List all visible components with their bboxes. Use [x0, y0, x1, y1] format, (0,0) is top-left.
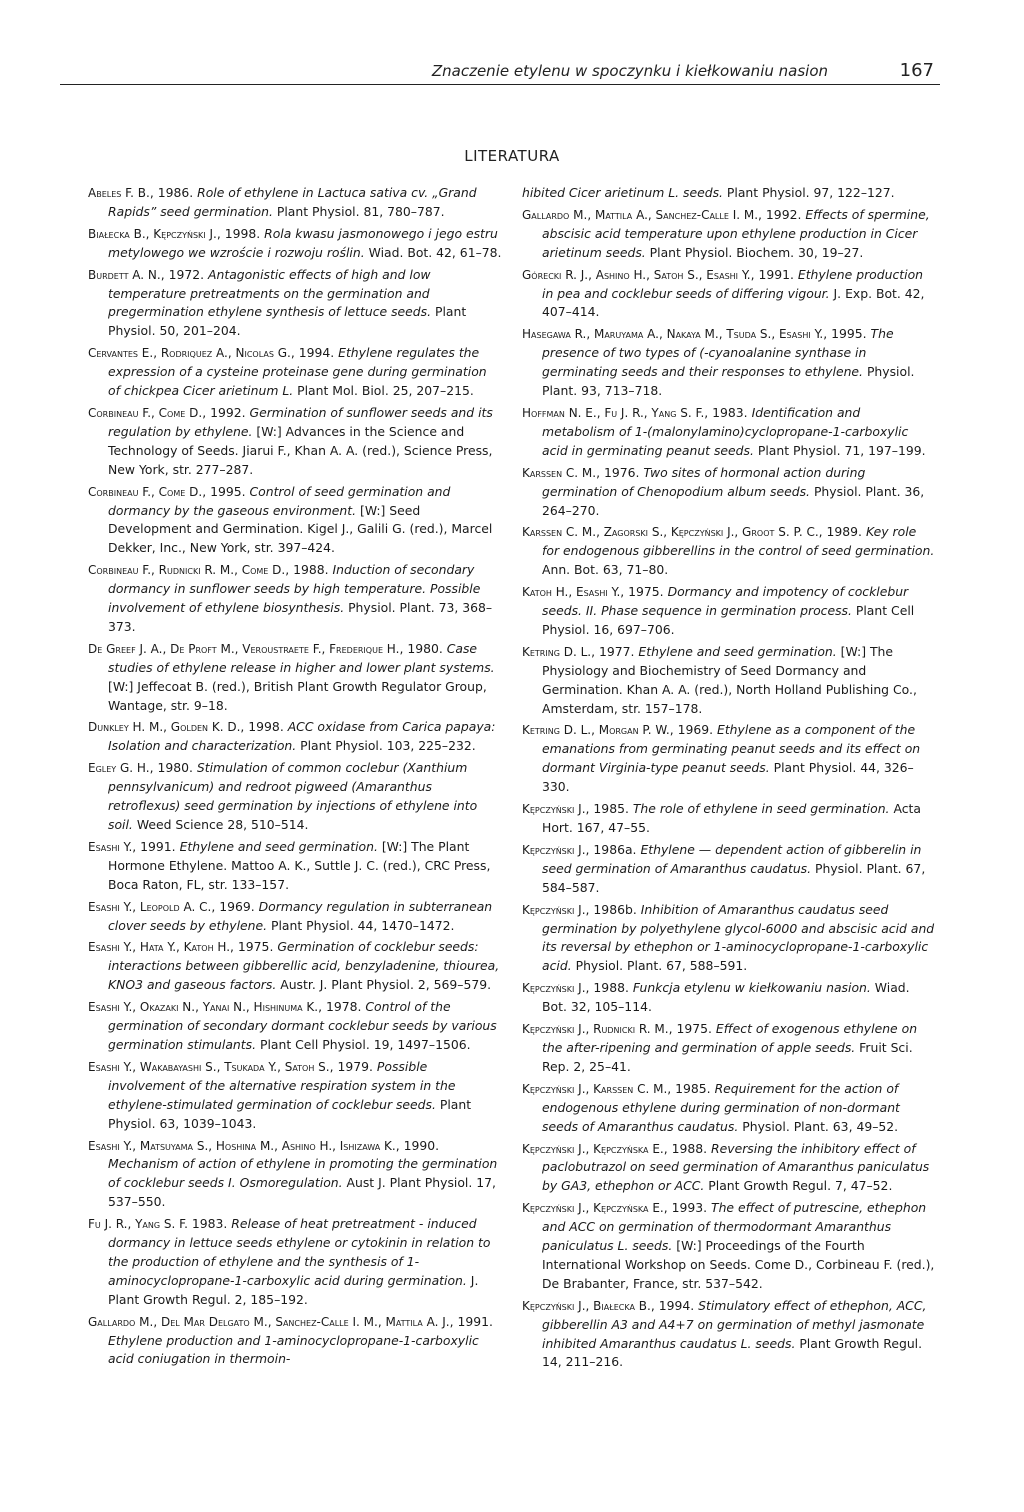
reference-entry: [88, 404, 502, 480]
reference-authors: Hasegawa R., Maruyama A., Nakaya M., Tsuda S., Esashi Y.: [522, 327, 824, 342]
reference-entry: [522, 184, 936, 203]
reference-entry: [88, 838, 502, 895]
reference-entry: [522, 841, 936, 898]
reference-source: Plant Mol. Biol. 25, 207–215.: [293, 383, 474, 399]
reference-authors: Ketring D. L.: [522, 644, 592, 659]
reference-source: Plant Cell Physiol. 16, 697–706.: [542, 603, 915, 637]
reference-entry: [522, 643, 936, 719]
reference-title: The effect of putrescine, ethephon and ACC on germination of thermodormant Amaranthus paniculatus L. seeds.: [542, 1200, 927, 1254]
page-number: 167: [899, 60, 934, 81]
reference-title: Ethylene as a component of the emanations from germinating peanut seeds and its effect on dormant Virginia-type peanut seeds.: [542, 722, 921, 776]
reference-title: Ethylene and seed germination.: [179, 838, 378, 854]
reference-authors: Kępczyński J.: [522, 842, 586, 857]
reference-year: , 1986.: [149, 185, 198, 200]
reference-authors: Esashi Y., Matsuyama S., Hoshina M., Ashino H., Ishizawa K.: [88, 1138, 396, 1153]
reference-entry: [88, 184, 502, 222]
reference-year: , 1991.: [750, 266, 798, 282]
reference-year: , 1972.: [160, 266, 209, 282]
reference-authors: Abeles F. B.: [88, 186, 150, 200]
reference-source: J. Exp. Bot. 42, 407–414.: [542, 285, 925, 320]
reference-source: [W:] The Physiology and Biochemistry of Seed Dormancy and Germination. Khan A. A. (red.), North Holland Publishing Co., Amsterdam, str. 157–178.: [542, 643, 917, 716]
reference-source: Weed Science 28, 510–514.: [132, 817, 309, 832]
reference-title: Effects of spermine, abscisic acid temperature upon ethylene production in Cicer arietinum seeds.: [542, 206, 930, 260]
reference-title: Ethylene production in pea and cocklebur seeds of differing vigour.: [542, 266, 924, 301]
reference-entry: [522, 404, 936, 461]
reference-title: ACC oxidase from Carica papaya: Isolation and characterization.: [108, 719, 496, 754]
reference-year: , 1995.: [202, 483, 250, 499]
reference-entry: [88, 225, 502, 263]
reference-entry: [522, 1199, 936, 1294]
reference-authors: Corbineau F., Rudnicki R. M., Come D.: [88, 563, 286, 578]
reference-title: Ethylene production and 1-aminocyclopropane-1-carboxylic acid coniugation in thermoin-: [108, 1332, 479, 1367]
reference-entry: [88, 266, 502, 342]
reference-year: , 1977.: [591, 643, 639, 659]
reference-title: Induction of secondary dormancy in sunflower seeds by high temperature. Possible involvement of ethylene biosynthesis.: [108, 562, 481, 616]
reference-entry: [88, 1137, 502, 1213]
reference-title: Control of the germination of secondary dormant cocklebur seeds by various germination stimulants.: [108, 999, 497, 1052]
reference-authors: Corbineau F., Come D.: [88, 405, 203, 420]
reference-source: Ann. Bot. 63, 71–80.: [542, 562, 669, 578]
reference-title: Rola kwasu jasmonowego i jego estru metylowego we wzroście i rozwoju roślin.: [108, 225, 498, 260]
reference-title: Germination of cocklebur seeds: interactions between gibberellic acid, benzyladenine, thiourea, KNO3 and gaseous factors.: [108, 939, 500, 993]
reference-year: 1983.: [187, 1216, 232, 1232]
reference-source: Plant Physiol. 63, 1039–1043.: [108, 1096, 472, 1131]
right-column: [522, 184, 936, 1375]
reference-entry: [522, 523, 936, 580]
reference-title: Stimulatory effect of ethephon, ACC, gibberellin A3 and A4+7 on germination of methyl jasmonate inhibited Amaranthus caudatus L. seeds.: [542, 1297, 927, 1351]
reference-authors: Esashi Y., Hata Y., Katoh H.: [88, 940, 231, 955]
reference-title: Mechanism of action of ethylene in promoting the germination of cocklebur seeds I. Osmoregulation.: [108, 1156, 498, 1191]
reference-year: , 1988.: [585, 980, 633, 996]
reference-authors: Katoh H., Esashi Y.: [522, 585, 621, 600]
reference-authors: Ketring D. L., Morgan P. W.: [522, 723, 670, 738]
reference-year: , 1988.: [285, 562, 333, 578]
reference-authors: Dunkley H. M., Golden K. D.: [88, 720, 241, 735]
reference-entry: [88, 483, 502, 559]
reference-source: Fruit Sci. Rep. 2, 25–41.: [542, 1039, 913, 1074]
reference-title: Effect of exogenous ethylene on the after-ripening and germination of apple seeds.: [542, 1021, 918, 1055]
reference-entry: [522, 979, 936, 1017]
reference-year: , 1969.: [211, 898, 259, 914]
reference-source: Physiol. Plant. 73, 368–373.: [108, 600, 493, 634]
reference-entry: [88, 561, 502, 637]
reference-year: , 1985.: [667, 1080, 715, 1096]
section-title: LITERATURA: [464, 147, 560, 165]
reference-source: [W:] The Plant Hormone Ethylene. Mattoo A. K., Suttle J. C. (red.), CRC Press, Boca Raton, FL, str. 133–157.: [108, 838, 491, 892]
reference-authors: Kępczyński J.: [522, 981, 586, 996]
reference-title: Control of seed germination and dormancy by the gaseous environment.: [108, 483, 451, 518]
reference-title: Inhibition of Amaranthus caudatus seed germination by polyethylene glycol-6000 and abscisic acid and its reversal by ethephon or 1-aminocyclopropane-1-carboxylic acid.: [542, 901, 935, 974]
reference-source: Plant Physiol. 44, 1470–1472.: [267, 917, 455, 933]
reference-entry: [522, 266, 936, 323]
reference-source: Wiad. Bot. 42, 61–78.: [364, 244, 502, 260]
reference-year: , 1989.: [818, 524, 866, 540]
reference-year: , 1978.: [318, 999, 366, 1015]
reference-authors: Karssen C. M., Zagorski S., Kępczyński J., Groot S. P. C.: [522, 525, 819, 540]
reference-authors: Esashi Y., Wakabayashi S., Tsukada Y., Satoh S.: [88, 1059, 330, 1074]
reference-entry: [88, 998, 502, 1055]
reference-authors: Burdett A. N.: [88, 267, 161, 282]
reference-entry: [522, 583, 936, 640]
reference-year: , 1986b.: [585, 901, 641, 917]
reference-source: J. Plant Growth Regul. 2, 185–192.: [108, 1272, 479, 1307]
reference-source: Plant Growth Regul. 14, 211–216.: [542, 1335, 923, 1370]
reference-title: Antagonistic effects of high and low temperature pretreatments on the germination and pregermination ethylene synthesis of lettuce seeds.: [108, 266, 432, 320]
reference-year: , 1975.: [620, 584, 668, 600]
reference-entry: [88, 938, 502, 995]
reference-entry: [522, 1140, 936, 1197]
reference-entry: [88, 1313, 502, 1370]
reference-title: Dormancy and impotency of cocklebur seeds. II. Phase sequence in germination process.: [542, 584, 909, 619]
reference-title: Ethylene — dependent action of gibberelin in seed germination of Amaranthus caudatus.: [542, 841, 922, 876]
reference-year: , 1975.: [668, 1021, 716, 1037]
reference-entry: [522, 901, 936, 977]
reference-source: Austr. J. Plant Physiol. 2, 569–579.: [276, 977, 492, 993]
reference-title: Two sites of hormonal action during germination of Chenopodium album seeds.: [542, 464, 866, 499]
left-column: [88, 184, 502, 1372]
reference-entry: [88, 759, 502, 835]
reference-year: , 1979.: [329, 1058, 377, 1074]
reference-source: Plant Physiol. 44, 326–330.: [542, 760, 914, 795]
reference-title: Case studies of ethylene release in higher and lower plant systems.: [108, 640, 495, 675]
reference-source: Physiol. Plant. 36, 264–270.: [542, 483, 925, 518]
reference-source: Plant Physiol. 97, 122–127.: [722, 185, 895, 200]
reference-authors: Corbineau F., Come D.: [88, 484, 203, 499]
reference-authors: Kępczyński J., Kępczyńska E.: [522, 1201, 664, 1216]
reference-source: Plant Physiol. 50, 201–204.: [108, 304, 467, 339]
reference-source: Physiol. Plant. 67, 588–591.: [571, 958, 748, 974]
reference-entry: [522, 325, 936, 401]
reference-source: Plant Growth Regul. 7, 47–52.: [704, 1178, 893, 1194]
reference-entry: [522, 206, 936, 263]
reference-authors: Gallardo M., Mattila A., Sanchez-Calle I. M.: [522, 207, 759, 222]
reference-year: , 1991.: [132, 838, 180, 854]
reference-year: , 1985.: [585, 801, 633, 817]
reference-entry: [522, 721, 936, 797]
reference-source: Plant Physiol. 71, 197–199.: [753, 442, 926, 458]
reference-entry: [88, 1058, 502, 1134]
reference-title: Germination of sunflower seeds and its regulation by ethylene.: [108, 404, 493, 439]
reference-entry: [88, 898, 502, 936]
reference-year: , 1993.: [663, 1200, 712, 1216]
reference-entry: [522, 464, 936, 521]
reference-year: , 1991.: [449, 1313, 493, 1329]
reference-entry: [522, 1297, 936, 1373]
reference-source: Aust J. Plant Physiol. 17, 537–550.: [108, 1175, 496, 1210]
reference-authors: Kępczyński J., Rudnicki R. M.: [522, 1022, 669, 1037]
reference-year: , 1986a.: [585, 841, 641, 857]
reference-source: Physiol. Plant. 63, 49–52.: [738, 1118, 899, 1134]
reference-title: Possible involvement of the alternative respiration system in the ethylene-stimulated germination of cocklebur seeds.: [108, 1058, 456, 1112]
reference-year: , 1994.: [290, 345, 339, 361]
reference-authors: Egley G. H.: [88, 761, 150, 776]
reference-source: [W:] Advances in the Science and Technology of Seeds. Jiarui F., Khan A. A. (red.), Science Press, New York, str. 277–287.: [108, 423, 493, 477]
reference-year: , 1992.: [202, 404, 250, 420]
reference-entry: [522, 1080, 936, 1137]
reference-year: , 1980.: [149, 760, 197, 776]
reference-title: Ethylene regulates the expression of a cysteine proteinase gene during germination of chickpea Cicer arietinum L.: [108, 345, 487, 399]
reference-title: Identification and metabolism of 1-(malonylamino)cyclopropane-1-carboxylic acid in germinating peanut seeds.: [542, 404, 909, 458]
running-title: Znaczenie etylenu w spoczynku i kiełkowaniu nasion: [431, 62, 828, 80]
reference-source: Physiol. Plant. 93, 713–718.: [542, 364, 915, 399]
reference-title: Ethylene and seed germination.: [638, 643, 837, 659]
reference-title: Stimulation of common coclebur (Xanthium pennsylvanicum) and redroot pigweed (Amaranthus retroflexus) seed germination by injections of ethylene into soil.: [108, 760, 478, 832]
reference-title: Dormancy regulation in subterranean clover seeds by ethylene.: [108, 898, 493, 933]
reference-authors: Białecka B., Kępczyński J.: [88, 226, 217, 241]
reference-source: Plant Physiol. 103, 225–232.: [296, 738, 476, 754]
reference-year: , 1990.: [395, 1137, 440, 1153]
reference-authors: Górecki R. J., Ashino H., Satoh S., Esashi Y.: [522, 267, 751, 282]
reference-source: Plant Physiol. Biochem. 30, 19–27.: [645, 244, 864, 260]
reference-year: , 1988.: [663, 1140, 712, 1156]
reference-year: , 1976.: [596, 464, 644, 480]
reference-entry: [88, 1215, 502, 1310]
reference-authors: Esashi Y.: [88, 839, 133, 854]
reference-authors: Gallardo M., Del Mar Delgato M., Sanchez-Calle I. M., Mattila A. J.: [88, 1314, 450, 1329]
reference-authors: Kępczyński J., Białecka B.: [522, 1298, 651, 1313]
reference-source: Physiol. Plant. 67, 584–587.: [542, 860, 926, 895]
reference-title: Key role for endogenous gibberellins in the control of seed germination.: [542, 524, 935, 559]
reference-title: hibited Cicer arietinum L. seeds.: [522, 185, 723, 200]
reference-entry: [522, 800, 936, 838]
reference-source: Wiad. Bot. 32, 105–114.: [542, 980, 910, 1015]
reference-year: , 1983.: [704, 404, 752, 420]
reference-source: [W:] Seed Development and Germination. Kigel J., Galili G. (red.), Marcel Dekker, Inc., New York, str. 397–424.: [108, 502, 493, 556]
reference-title: The presence of two types of (-cyanoalanine synthase in germinating seeds and their responses to ethylene.: [542, 326, 894, 380]
reference-title: The role of ethylene in seed germination.: [632, 801, 890, 817]
reference-source: [W:] Jeffecoat B. (red.), British Plant Growth Regulator Group, Wantage, str. 9–18.: [108, 678, 487, 713]
reference-title: Funkcja etylenu w kiełkowaniu nasion.: [632, 980, 871, 996]
reference-authors: Fu J. R., Yang S. F.: [88, 1217, 188, 1232]
reference-authors: Cervantes E., Rodriquez A., Nicolas G.: [88, 346, 291, 361]
reference-entry: [522, 1020, 936, 1077]
reference-year: , 1975.: [230, 939, 278, 955]
reference-source: Plant Cell Physiol. 19, 1497–1506.: [256, 1036, 471, 1052]
reference-authors: De Greef J. A., De Proft M., Veroustraete F., Frederique H.: [88, 641, 400, 656]
reference-title: Requirement for the action of endogenous ethylene during germination of non-dormant seeds of Amaranthus caudatus.: [542, 1080, 900, 1134]
reference-authors: Kępczyński J.: [522, 802, 586, 817]
reference-source: Acta Hort. 167, 47–55.: [542, 801, 921, 835]
reference-authors: Esashi Y., Okazaki N., Yanai N., Hishinuma K.: [88, 1000, 319, 1015]
reference-authors: Esashi Y., Leopold A. C.: [88, 899, 212, 914]
reference-source: Plant Physiol. 81, 780–787.: [272, 203, 445, 219]
reference-year: , 1969.: [669, 722, 717, 738]
reference-year: , 1994.: [650, 1297, 699, 1313]
reference-authors: Hoffman N. E., Fu J. R., Yang S. F.: [522, 405, 705, 420]
reference-title: Reversing the inhibitory effect of paclobutrazol on seed germination of Amaranthus paniculatus by GA3, ethephon or ACC.: [542, 1140, 930, 1194]
reference-authors: Kępczyński J., Karssen C. M.: [522, 1081, 668, 1096]
reference-entry: [88, 344, 502, 401]
reference-authors: Kępczyński J., Kępczyńska E.: [522, 1141, 664, 1156]
reference-year: , 1998.: [216, 225, 265, 241]
reference-authors: Kępczyński J.: [522, 902, 586, 917]
reference-year: , 1995.: [823, 326, 871, 342]
reference-title: Release of heat pretreatment - induced dormancy in lettuce seeds ethylene or cytokinin in relation to the production of ethylene and the synthesis of 1-aminocyclopropane-1-carboxylic acid during germination.: [108, 1216, 491, 1288]
reference-authors: Karssen C. M.: [522, 465, 597, 480]
running-header: [60, 60, 940, 85]
reference-title: Role of ethylene in Lactuca sativa cv. „Grand Rapids” seed germination.: [108, 185, 477, 219]
reference-source: [W:] Proceedings of the Fourth International Workshop on Seeds. Come D., Corbineau F. (red.), De Brabanter, France, str. 537–542.: [542, 1238, 935, 1291]
reference-year: , 1980.: [399, 640, 447, 656]
reference-year: , 1998.: [240, 719, 288, 735]
reference-year: , 1992.: [758, 206, 806, 222]
reference-entry: [88, 640, 502, 716]
reference-entry: [88, 718, 502, 756]
